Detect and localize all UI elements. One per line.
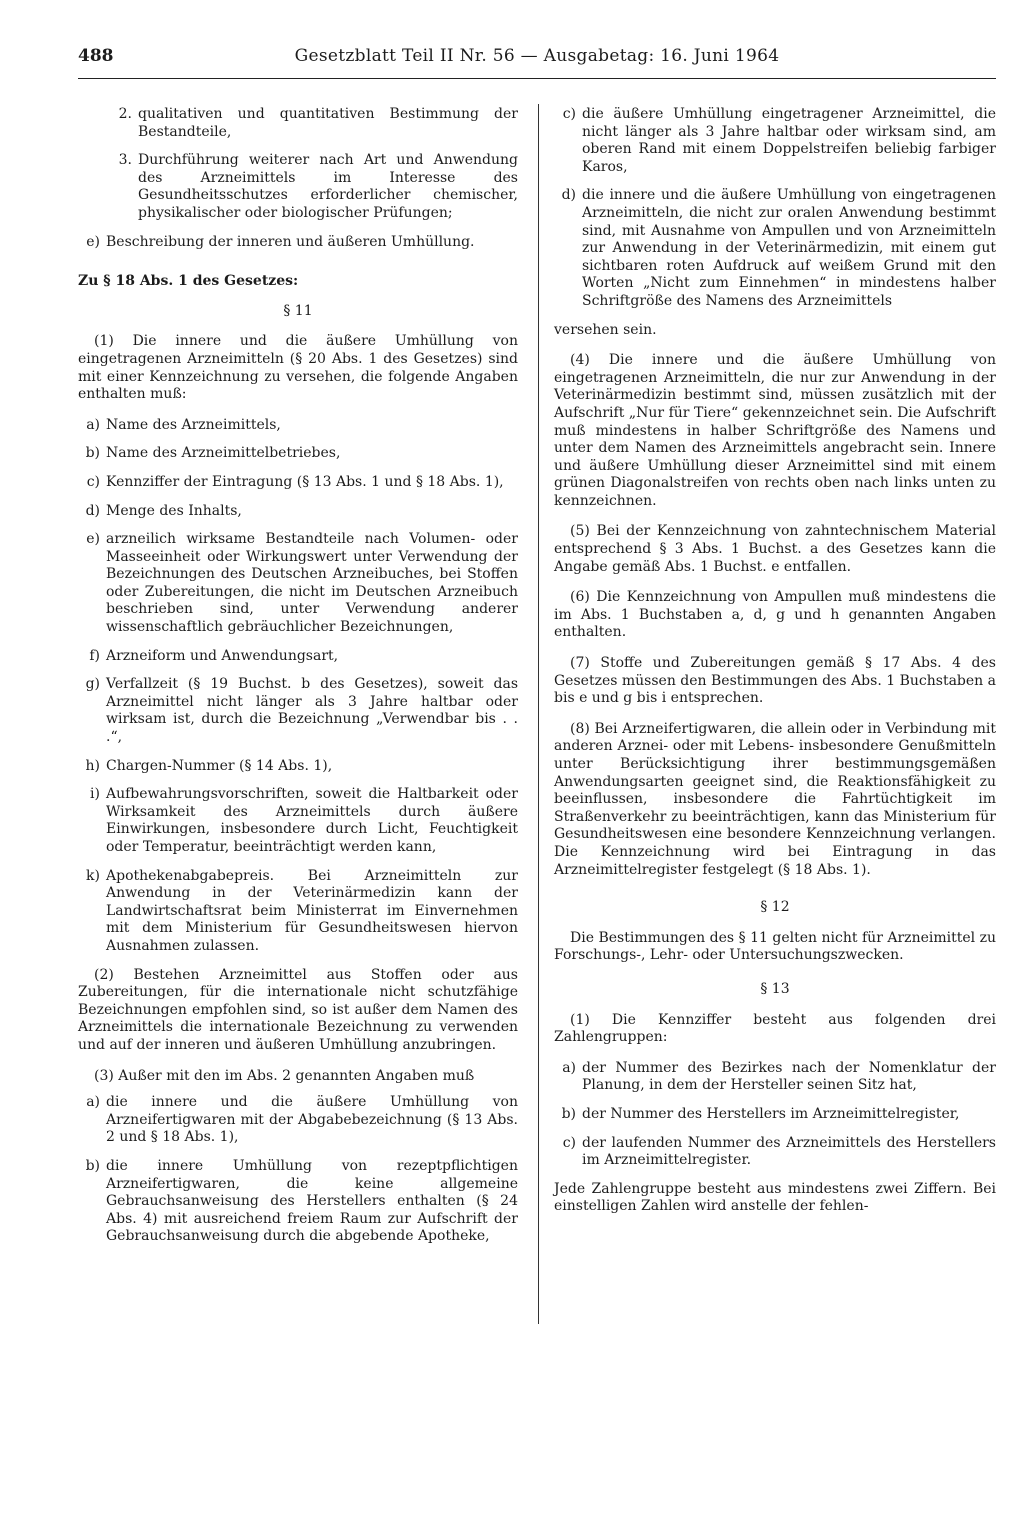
- list-item: [78, 474, 518, 492]
- paragraph: (6) Die Kennzeichnung von Ampullen muß mindestens die im Abs. 1 Buchstaben a, d, g und h genannten Angaben enthalten.: [554, 589, 996, 641]
- list-item: [554, 1106, 996, 1124]
- paragraph: (4) Die innere und die äußere Umhüllung von eingetragenen Arzneimitteln, die nur zur Anwendung in der Veterinärmedizin bestimmt sind, müssen zusätzlich mit der Aufschrift „Nur für Tiere“ gekennzeichnet sein. Die Aufschrift muß mindestens in halber Schriftgröße des Namens und unter dem Namen des Arzneimittels angebracht sein. Innere und äußere Umhüllung dieser Arzneimittel sind mit einem grünen Diagonalstreifen von rechts oben nach links unten zu kennzeichnen.: [554, 352, 996, 509]
- list-item-label: e): [86, 531, 100, 548]
- header-title: Gesetzblatt Teil II Nr. 56 — Ausgabetag: 16. Juni 1964: [294, 46, 780, 66]
- list-item-label: h): [85, 757, 100, 774]
- list-item-text: Menge des Inhalts,: [106, 502, 242, 519]
- column-divider: [538, 104, 539, 1324]
- left-column: [78, 106, 518, 1257]
- list-item: [106, 106, 518, 141]
- list-item: [78, 531, 518, 637]
- list-item: [78, 676, 518, 746]
- list-item: [554, 1060, 996, 1095]
- list-item: [78, 503, 518, 521]
- list-item-text: Arzneiform und Anwendungsart,: [106, 647, 339, 664]
- list-item-text: Beschreibung der inneren und äußeren Umhüllung.: [106, 233, 475, 250]
- list: [78, 417, 518, 956]
- list-item-label: i): [90, 786, 100, 803]
- list-item: [78, 1094, 518, 1147]
- list-item-label: a): [86, 1094, 100, 1111]
- list-item-text: die äußere Umhüllung eingetragener Arzneimittel, die nicht länger als 3 Jahre haltbar oder wirksam sind, am oberen Rand mit einem Doppelstreifen beliebig farbiger Karos,: [582, 106, 996, 175]
- list-item-text: Name des Arzneimittelbetriebes,: [106, 445, 341, 462]
- list-item-text: Aufbewahrungsvorschriften, soweit die Haltbarkeit oder Wirksamkeit des Arzneimittels durch äußere Einwirkungen, insbesondere durch Licht, Feuchtigkeit oder Temperatur, beeinträchtigt werden kann,: [106, 786, 518, 855]
- list-item-text: Name des Arzneimittels,: [106, 416, 281, 433]
- list-item: [78, 868, 518, 956]
- list-item-label: k): [86, 867, 100, 884]
- list-item-text: Chargen-Nummer (§ 14 Abs. 1),: [106, 757, 333, 774]
- list-item-label: c): [562, 1134, 576, 1151]
- list-item-text: Kennziffer der Eintragung (§ 13 Abs. 1 und § 18 Abs. 1),: [106, 473, 504, 490]
- section-number: § 13: [760, 980, 790, 997]
- list-item: [554, 187, 996, 310]
- list-item: [78, 648, 518, 666]
- paragraph: Die Bestimmungen des § 11 gelten nicht für Arzneimittel zu Forschungs-, Lehr- oder Untersuchungszwecken.: [554, 929, 996, 964]
- list-item-text: Verfallzeit (§ 19 Buchst. b des Gesetzes), soweit das Arzneimittel nicht länger als 3 Jahre haltbar oder wirksam ist, durch die Bezeichnung „Verwendbar bis . . .“,: [106, 676, 518, 746]
- list-item: [554, 106, 996, 176]
- list-item-text: die innere und die äußere Umhüllung von eingetragenen Arzneimitteln, die nicht zur oralen Anwendung bestimmt sind, mit Ausnahme von Ampullen und von Arzneimitteln zur Anwendung in der Veterinärmedizin, mit einem gut sichtbaren roten Aufdruck auf weißem Grund mit den Worten „Nicht zum Einnehmen“ in mindestens halber Schriftgröße des Namens des Arzneimittels: [582, 187, 996, 309]
- list-item: [78, 758, 518, 776]
- paragraph: (2) Bestehen Arzneimittel aus Stoffen oder aus Zubereitungen, für die internationale nicht schutzfähige Bezeichnungen empfohlen sind, so ist außer dem Namen des Arzneimittels die internationale Bezeichnung zu verwenden und auf der inneren und äußeren Umhüllung anzubringen.: [78, 966, 518, 1053]
- list-item-label: a): [86, 416, 100, 433]
- list-item-text: Durchführung weiterer nach Art und Anwendung des Arzneimittels im Interesse des Gesundheitsschutzes erforderlicher chemischer, physikalischer oder biologischer Prüfungen;: [138, 152, 518, 221]
- list-item: [78, 417, 518, 435]
- page-header: [78, 44, 996, 79]
- list-item-label: 3.: [118, 152, 132, 169]
- list-item-label: f): [89, 647, 100, 664]
- list-item-text: der Nummer des Bezirkes nach der Nomenklatur der Planung, in dem der Hersteller seinen Sitz hat,: [582, 1059, 996, 1094]
- list-item-text: die innere und die äußere Umhüllung von Arzneifertigwaren mit der Abgabebezeichnung (§ 13 Abs. 2 und § 18 Abs. 1),: [106, 1094, 518, 1146]
- section-heading: Zu § 18 Abs. 1 des Gesetzes:: [78, 273, 299, 290]
- list-item: [78, 786, 518, 856]
- page-number: 488: [78, 46, 114, 66]
- paragraph: versehen sein.: [554, 321, 657, 338]
- list-item-label: d): [561, 187, 576, 204]
- list-item-text: der laufenden Nummer des Arzneimittels des Herstellers im Arzneimittelregister.: [582, 1134, 996, 1169]
- list-item: [78, 1158, 518, 1246]
- list-item-label: e): [86, 233, 100, 250]
- list-item-label: b): [85, 1157, 100, 1174]
- list-item-label: 2.: [118, 106, 132, 122]
- list-item: [554, 1135, 996, 1170]
- paragraph: Jede Zahlengruppe besteht aus mindestens zwei Ziffern. Bei einstelligen Zahlen wird anstelle der fehlen-: [554, 1180, 996, 1215]
- list-item-label: b): [85, 445, 100, 462]
- list-item-text: arzneilich wirksame Bestandteile nach Volumen- oder Masseeinheit oder Wirkungswert unter Verwendung der Bezeichnungen des Deutschen Arzneibuches, bei Stoffen oder Zubereitungen, die nicht im Deutschen Arzneibuch beschrieben sind, unter Verwendung anderer wissenschaftlich gebräuchlicher Bezeichnungen,: [106, 531, 518, 636]
- paragraph: (1) Die innere und die äußere Umhüllung von eingetragenen Arzneimitteln (§ 20 Abs. 1 des Gesetzes) sind mit einer Kennzeichnung zu versehen, die folgende Angaben enthalten muß:: [78, 333, 518, 403]
- list-item-label: c): [562, 106, 576, 122]
- list-item: [78, 445, 518, 463]
- list-item-label: c): [86, 473, 100, 490]
- right-column: [554, 106, 996, 1229]
- list-item: [106, 152, 518, 222]
- paragraph: (5) Bei der Kennzeichnung von zahntechnischem Material entsprechend § 3 Abs. 1 Buchst. a des Gesetzes kann die Angabe gemäß Abs. 1 Buchst. e entfallen.: [554, 523, 996, 575]
- list-item-label: a): [562, 1059, 576, 1076]
- list-item: [78, 234, 518, 252]
- list-item-text: die innere Umhüllung von rezeptpflichtigen Arzneifertigwaren, die keine allgemeine Gebrauchsanweisung des Herstellers enthalten (§ 24 Abs. 4) mit ausreichend freiem Raum zur Aufschrift der Gebrauchsanweisung durch die abgebende Apotheke,: [106, 1157, 518, 1245]
- list-item-label: g): [85, 676, 100, 693]
- list-item-label: d): [85, 502, 100, 519]
- paragraph: (3) Außer mit den im Abs. 2 genannten Angaben muß: [94, 1067, 475, 1084]
- paragraph: (1) Die Kennziffer besteht aus folgenden drei Zahlengruppen:: [554, 1011, 996, 1046]
- section-number: § 11: [283, 302, 313, 319]
- list-item-text: der Nummer des Herstellers im Arzneimittelregister,: [582, 1105, 960, 1122]
- section-number: § 12: [760, 899, 790, 916]
- paragraph: (8) Bei Arzneifertigwaren, die allein oder in Verbindung mit anderen Arznei- oder mit Lebens- insbesondere Genußmitteln unter Berücksichtigung ihrer bestimmungsgemäßen Anwendungsarten geeignet sind, die Reaktionsfähigkeit zu beeinflussen, insbesondere die Fahrtüchtigkeit im Straßenverkehr zu beeinträchtigen, kann das Ministerium für Gesundheitswesen eine besondere Kennzeichnung verlangen. Die Kennzeichnung wird bei Eintragung in das Arzneimittelregister festgelegt (§ 18 Abs. 1).: [554, 720, 996, 878]
- paragraph: (7) Stoffe und Zubereitungen gemäß § 17 Abs. 4 des Gesetzes müssen den Bestimmungen des Abs. 1 Buchstaben a bis e und g bis i entsprechen.: [554, 655, 996, 707]
- list-item-text: qualitativen und quantitativen Bestimmung der Bestandteile,: [138, 106, 518, 140]
- list-item-text: Apothekenabgabepreis. Bei Arzneimitteln zur Anwendung in der Veterinärmedizin kann der Landwirtschaftsrat beim Ministerrat im Einvernehmen mit dem Ministerium für Gesundheitswesen hiervon Ausnahmen zulassen.: [106, 867, 518, 954]
- list-item-label: b): [561, 1105, 576, 1122]
